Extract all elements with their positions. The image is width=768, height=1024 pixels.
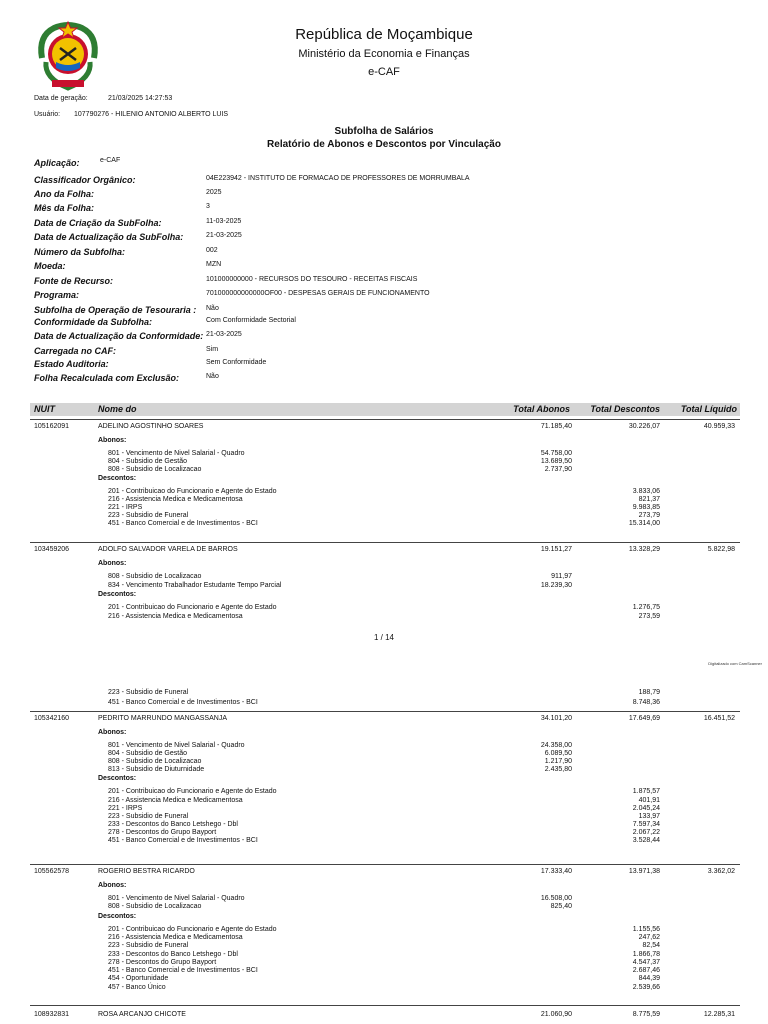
- col-total-liquido: Total Líquido: [680, 404, 737, 414]
- desconto-item-value: 3.528,44: [632, 837, 660, 844]
- field-label: Fonte de Recurso:: [34, 276, 114, 286]
- abono-item-value: 24.358,00: [540, 742, 572, 749]
- row-divider: [30, 864, 740, 865]
- desconto-item-value: 273,59: [638, 612, 660, 620]
- desconto-item-value: 2.045,24: [632, 804, 660, 812]
- col-total-descontos: Total Descontos: [590, 404, 660, 414]
- desconto-item-value: 2.067,22: [632, 828, 660, 836]
- row-divider: [30, 419, 740, 420]
- field-label: Moeda:: [34, 261, 66, 271]
- field-value: Com Conformidade Sectorial: [206, 317, 296, 324]
- field-label: Classificador Orgânico:: [34, 175, 136, 185]
- report-subtitle: Relatório de Abonos e Descontos por Vinculação: [267, 139, 501, 150]
- desconto-item-value: 2.539,66: [632, 983, 660, 991]
- abono-item-value: 13.689,50: [540, 458, 572, 465]
- abono-item-value: 825,40: [550, 903, 572, 911]
- generation-date-value: 21/03/2025 14:27:53: [108, 95, 173, 102]
- abono-item-value: 1.217,90: [544, 758, 572, 766]
- desconto-item-desc: 278 - Descontos do Grupo Bayport: [108, 958, 217, 966]
- field-label: Estado Auditoria:: [34, 359, 109, 369]
- employee-total-liquido: 3.362,02: [707, 868, 735, 875]
- employee-total-liquido: 12.285,31: [703, 1011, 735, 1018]
- desconto-item-desc: 451 - Banco Comercial e de Investimentos - BCI: [108, 699, 258, 706]
- abono-item-value: 16.508,00: [540, 895, 572, 902]
- desconto-item-value: 821,37: [638, 496, 660, 503]
- field-label: Aplicação:: [34, 158, 80, 168]
- employee-total-liquido: 5.822,98: [707, 546, 735, 553]
- descontos-section-label: Descontos:: [98, 591, 137, 599]
- employee-total-descontos: 30.226,07: [628, 423, 660, 430]
- desconto-item-desc: 454 - Oportunidade: [108, 975, 169, 983]
- abono-item-desc: 804 - Subsidio de Gestão: [108, 750, 187, 758]
- abono-item-desc: 801 - Vencimento de Nivel Salarial - Quadro: [108, 895, 245, 902]
- employee-total-abonos: 17.333,40: [540, 868, 572, 875]
- descontos-section-label: Descontos:: [98, 475, 137, 482]
- abono-item-desc: 808 - Subsidio de Localizacao: [108, 903, 202, 911]
- desconto-item-value: 247,62: [638, 933, 660, 941]
- employee-total-abonos: 21.060,90: [540, 1011, 572, 1018]
- field-label: Subfolha de Operação de Tesouraria :: [34, 305, 197, 315]
- field-value: 002: [206, 247, 218, 254]
- field-label: Folha Recalculada com Exclusão:: [34, 373, 180, 383]
- employee-name: PEDRITO MARRUNDO MANGASSANJA: [98, 715, 227, 722]
- field-label: Conformidade da Subfolha:: [34, 317, 152, 327]
- employee-total-abonos: 19.151,27: [540, 546, 572, 553]
- desconto-item-desc: 216 - Assistencia Medica e Medicamentosa: [108, 796, 243, 804]
- app-title: e-CAF: [368, 66, 400, 78]
- desconto-item-value: 82,54: [642, 942, 660, 950]
- employee-total-abonos: 34.101,20: [540, 715, 572, 722]
- field-label: Data de Actualização da SubFolha:: [34, 232, 184, 242]
- desconto-item-desc: 221 - IRPS: [108, 504, 143, 511]
- employee-nuit: 105162091: [34, 423, 70, 430]
- col-name: Nome do: [98, 404, 137, 414]
- field-value: 11-03-2025: [206, 218, 242, 225]
- employee-nuit: 103459206: [34, 546, 70, 553]
- field-value: 21-03-2025: [206, 232, 242, 239]
- field-value: 3: [206, 203, 210, 210]
- report-title: Subfolha de Salários: [334, 126, 434, 137]
- employee-name: ROSA ARCANJO CHICOTE: [98, 1011, 186, 1018]
- employee-total-abonos: 71.185,40: [540, 423, 572, 430]
- abonos-section-label: Abonos:: [98, 437, 127, 444]
- desconto-item-value: 1.875,57: [632, 788, 660, 796]
- desconto-item-value: 188,79: [638, 689, 660, 696]
- desconto-item-value: 401,91: [638, 796, 660, 804]
- desconto-item-desc: 201 - Contribuicao do Funcionario e Agente do Estado: [108, 604, 277, 612]
- abono-item-value: 18.239,30: [540, 581, 572, 589]
- desconto-item-value: 2.687,46: [632, 967, 660, 975]
- employee-nuit: 105342160: [34, 715, 70, 722]
- abono-item-value: 2.737,90: [544, 466, 572, 473]
- employee-total-descontos: 8.775,59: [632, 1011, 660, 1018]
- abono-item-desc: 804 - Subsidio de Gestão: [108, 458, 187, 465]
- abono-item-desc: 834 - Vencimento Trabalhador Estudante Tempo Parcial: [108, 581, 282, 589]
- employee-nuit: 108932831: [34, 1011, 70, 1018]
- abono-item-desc: 808 - Subsidio de Localizacao: [108, 573, 202, 580]
- desconto-item-value: 9.983,85: [632, 504, 660, 511]
- field-label: Mês da Folha:: [34, 203, 95, 213]
- desconto-item-desc: 201 - Contribuicao do Funcionario e Agente do Estado: [108, 488, 277, 495]
- employee-name: ADOLFO SALVADOR VARELA DE BARROS: [98, 546, 238, 553]
- field-value: Sem Conformidade: [206, 359, 267, 366]
- desconto-item-desc: 216 - Assistencia Medica e Medicamentosa: [108, 496, 243, 503]
- desconto-item-value: 4.547,37: [632, 958, 660, 966]
- field-label: Carregada no CAF:: [34, 346, 117, 356]
- employee-total-descontos: 13.971,38: [628, 868, 660, 875]
- desconto-item-value: 133,97: [638, 812, 660, 820]
- row-divider: [30, 1005, 740, 1006]
- field-value: e-CAF: [100, 157, 121, 164]
- employee-total-descontos: 17.649,69: [628, 715, 660, 722]
- row-divider: [30, 542, 740, 543]
- abono-item-desc: 808 - Subsidio de Localizacao: [108, 466, 202, 473]
- desconto-item-desc: 216 - Assistencia Medica e Medicamentosa: [108, 612, 243, 620]
- desconto-item-value: 1.155,56: [632, 925, 660, 933]
- field-label: Número da Subfolha:: [34, 247, 126, 257]
- desconto-item-desc: 223 - Subsidio de Funeral: [108, 689, 189, 696]
- desconto-item-desc: 278 - Descontos do Grupo Bayport: [108, 828, 217, 836]
- desconto-item-desc: 216 - Assistencia Medica e Medicamentosa: [108, 933, 243, 941]
- desconto-item-value: 15.314,00: [628, 520, 660, 527]
- desconto-item-value: 7.597,34: [632, 820, 660, 828]
- employee-total-liquido: 40.959,33: [703, 423, 735, 430]
- abonos-section-label: Abonos:: [98, 729, 127, 736]
- field-value: 2025: [206, 189, 222, 196]
- field-label: Data de Criação da SubFolha:: [34, 218, 162, 228]
- field-value: MZN: [206, 261, 222, 268]
- desconto-item-value: 8.748,36: [632, 699, 660, 706]
- desconto-item-desc: 221 - IRPS: [108, 804, 143, 812]
- desconto-item-desc: 223 - Subsidio de Funeral: [108, 512, 189, 519]
- row-divider: [30, 711, 740, 712]
- employee-name: ROGERIO BESTRA RICARDO: [98, 868, 195, 875]
- abono-item-desc: 808 - Subsidio de Localizacao: [108, 758, 202, 766]
- desconto-item-desc: 233 - Descontos do Banco Letshego - Dbl: [108, 950, 238, 958]
- abonos-section-label: Abonos:: [98, 560, 127, 567]
- field-value: 21-03-2025: [206, 331, 242, 338]
- abono-item-value: 54.758,00: [540, 450, 572, 457]
- desconto-item-value: 3.833,06: [632, 488, 660, 495]
- ministry-title: Ministério da Economia e Finanças: [298, 48, 470, 60]
- abonos-section-label: Abonos:: [98, 882, 127, 889]
- field-value: Não: [206, 373, 219, 380]
- desconto-item-value: 1.866,78: [632, 950, 660, 958]
- field-value: 101000000000 - RECURSOS DO TESOURO - RECEITAS FISCAIS: [206, 276, 418, 283]
- generation-date-label: Data de geração:: [34, 95, 88, 102]
- field-label: Data de Actualização da Conformidade:: [34, 331, 204, 341]
- field-value: 701000000000000OF00 - DESPESAS GERAIS DE FUNCIONAMENTO: [206, 290, 430, 297]
- desconto-item-desc: 223 - Subsidio de Funeral: [108, 812, 189, 820]
- abono-item-value: 6.089,50: [544, 750, 572, 758]
- desconto-item-desc: 457 - Banco Único: [108, 983, 166, 991]
- user-label: Usuário:: [34, 111, 61, 118]
- desconto-item-value: 1.276,75: [632, 604, 660, 612]
- abono-item-value: 911,97: [551, 573, 572, 580]
- descontos-section-label: Descontos:: [98, 775, 137, 783]
- field-label: Ano da Folha:: [34, 189, 94, 199]
- desconto-item-desc: 451 - Banco Comercial e de Investimentos - BCI: [108, 520, 258, 527]
- abono-item-desc: 801 - Vencimento de Nivel Salarial - Quadro: [108, 742, 245, 749]
- field-value: Não: [206, 305, 219, 312]
- descontos-section-label: Descontos:: [98, 912, 137, 920]
- user-value: 107790276 - HILENIO ANTONIO ALBERTO LUIS: [74, 111, 229, 118]
- country-title: República de Moçambique: [295, 26, 473, 43]
- field-label: Programa:: [34, 290, 80, 300]
- page-number: 1 / 14: [373, 633, 394, 642]
- desconto-item-value: 273,79: [638, 512, 660, 519]
- col-total-abonos: Total Abonos: [513, 404, 570, 414]
- desconto-item-desc: 201 - Contribuicao do Funcionario e Agente do Estado: [108, 925, 277, 933]
- desconto-item-value: 844,39: [638, 975, 660, 983]
- col-nuit: NUIT: [34, 404, 55, 414]
- field-value: 04E223942 - INSTITUTO DE FORMACAO DE PROFESSORES DE MORRUMBALA: [206, 175, 470, 182]
- desconto-item-desc: 451 - Banco Comercial e de Investimentos - BCI: [108, 967, 258, 975]
- field-value: Sim: [206, 346, 219, 353]
- abono-item-value: 2.435,80: [544, 766, 572, 774]
- scanner-watermark: Digitalizado com CamScanner: [708, 661, 762, 666]
- desconto-item-desc: 223 - Subsidio de Funeral: [108, 942, 189, 950]
- abono-item-desc: 801 - Vencimento de Nivel Salarial - Quadro: [108, 450, 245, 457]
- employee-total-descontos: 13.328,29: [628, 546, 660, 553]
- abono-item-desc: 813 - Subsidio de Diuturnidade: [108, 766, 205, 774]
- desconto-item-desc: 233 - Descontos do Banco Letshego - Dbl: [108, 820, 238, 828]
- employee-total-liquido: 16.451,52: [703, 715, 735, 722]
- employee-name: ADELINO AGOSTINHO SOARES: [98, 423, 204, 430]
- employee-nuit: 105562578: [34, 868, 70, 875]
- desconto-item-desc: 451 - Banco Comercial e de Investimentos - BCI: [108, 837, 258, 844]
- desconto-item-desc: 201 - Contribuicao do Funcionario e Agente do Estado: [108, 788, 277, 796]
